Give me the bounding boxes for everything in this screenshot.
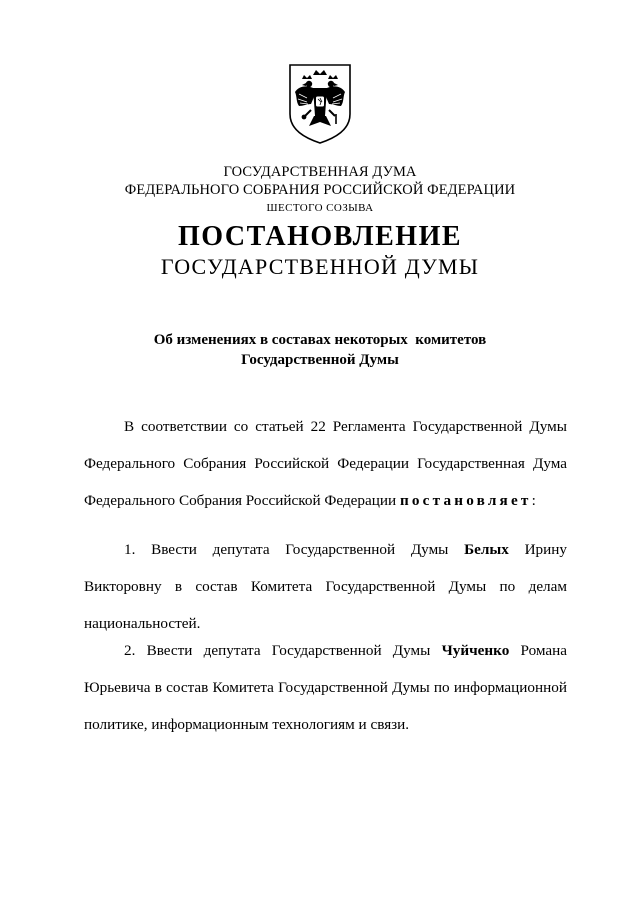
item-1-line-1-suffix: Ирину: [508, 541, 567, 558]
document-type-heading: ПОСТАНОВЛЕНИЕ: [177, 221, 463, 252]
issuer-name-line-1: ГОСУДАРСТВЕННАЯ ДУМА: [223, 164, 417, 180]
preamble-line-3-text: Федерального Собрания Российской Федерации: [84, 492, 400, 509]
coat-of-arms-emblem-icon: [287, 62, 353, 146]
resolution-item-2: [84, 632, 567, 743]
resolves-keyword: постановляет: [399, 492, 532, 509]
item-2-line-2: Юрьевича в состав Комитета Государственной Думы по информационной: [84, 679, 567, 696]
resolution-item-1: [84, 531, 567, 642]
document-title-line-1: Об изменениях в составах некоторых комитетов: [153, 332, 487, 348]
item-1-line-2: Викторовну в состав Комитета Государственной Думы по делам: [84, 578, 567, 595]
item-2-line-1: [84, 632, 567, 669]
item-2-deputy-surname: Чуйченко: [441, 642, 510, 659]
item-1-deputy-surname: Белых: [464, 541, 509, 558]
convocation-label: ШЕСТОГО СОЗЫВА: [266, 202, 374, 214]
preamble-line-2: Федерального Собрания Российской Федерации Государственная Дума: [84, 455, 567, 472]
item-2-line-1-suffix: Романа: [509, 642, 567, 659]
item-1-line-1-prefix: 1. Ввести депутата Государственной Думы: [124, 541, 465, 558]
preamble-line-1: В соответствии со статьей 22 Регламента Государственной Думы: [124, 418, 567, 435]
document-title: [0, 330, 640, 370]
issuer-name-line-2: ФЕДЕРАЛЬНОГО СОБРАНИЯ РОССИЙСКОЙ ФЕДЕРАЦИИ: [124, 182, 516, 198]
preamble-paragraph: [84, 408, 567, 519]
item-1-line-1: [84, 531, 567, 568]
document-title-line-2: Государственной Думы: [241, 352, 399, 368]
item-2-line-3: политике, информационным технологиям и связи.: [84, 716, 410, 733]
item-2-line-1-prefix: 2. Ввести депутата Государственной Думы: [124, 642, 442, 659]
issuing-body-heading: ГОСУДАРСТВЕННОЙ ДУМЫ: [160, 254, 480, 279]
item-1-line-3: национальностей.: [84, 615, 201, 632]
preamble-line-3-tail: :: [531, 492, 536, 509]
preamble-line-3: [84, 482, 567, 519]
